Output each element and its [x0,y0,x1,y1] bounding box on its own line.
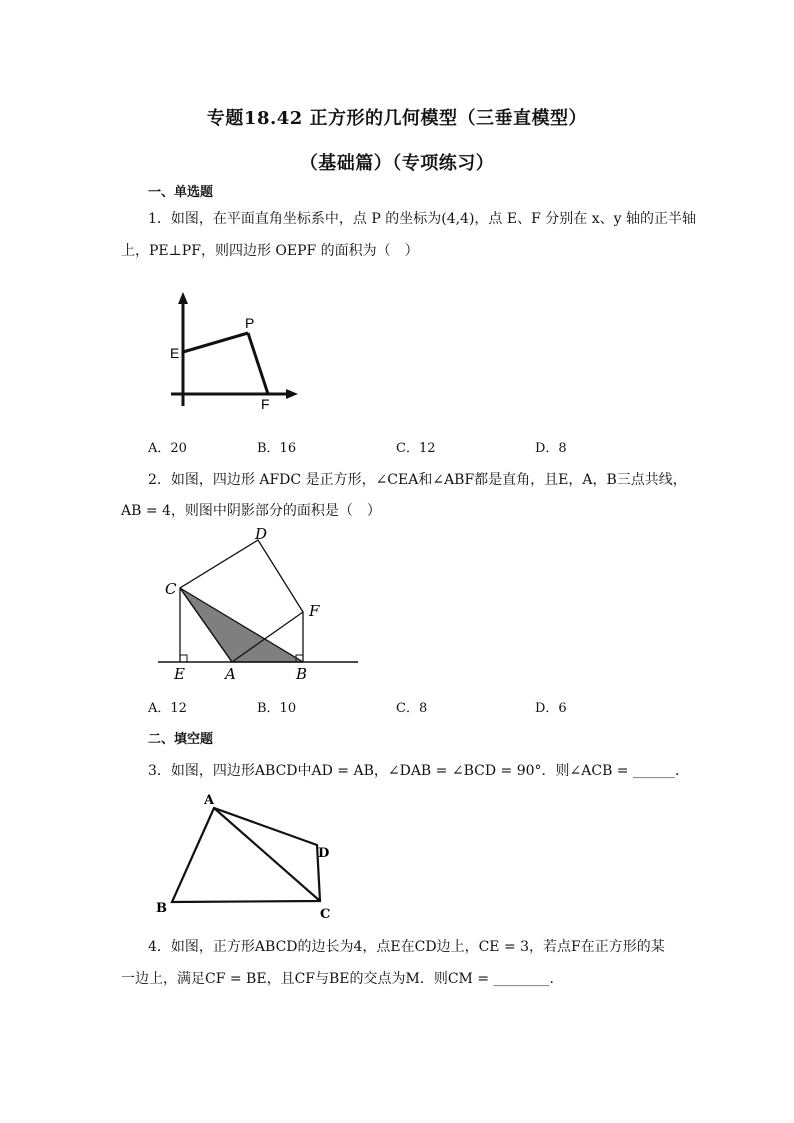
question-1-text-line1: 1．如图，在平面直角坐标系中，点 P 的坐标为(4,4)，点 E、F 分别在 x、y 轴的正半轴 [148,211,696,227]
q3-label-d: D [318,846,330,861]
q1-x-arrow [286,389,298,399]
question-1-option-a[interactable]: A．20 [148,441,187,456]
question-4-text-line2: 一边上，满足CF = BE，且CF与BE的交点为M．则CM = ________． [121,971,564,987]
section-heading-single-choice: 一、单选题 [148,185,214,200]
q2-label-e: E [174,665,185,683]
q3-quadrilateral-abcd [172,808,320,902]
question-2-option-a[interactable]: A．12 [148,701,187,716]
question-3-figure [152,790,342,925]
q3-label-c: C [320,907,331,922]
document-subtitle: （基础篇）（专项练习） [299,153,495,174]
q2-label-c: C [165,580,177,598]
question-4-text-line1: 4．如图，正方形ABCD的边长为4，点E在CD边上，CE = 3，若点F在正方形的某 [148,939,665,955]
q1-segment-ep [183,333,248,352]
q2-label-b: B [296,665,308,683]
question-1-text-line2: 上，PE⊥PF，则四边形 OEPF 的面积为（ ） [121,243,419,259]
question-1-option-b[interactable]: B．16 [257,441,297,456]
q1-y-arrow [178,292,188,304]
q3-label-a: A [204,793,215,808]
document-title: 专题18.42 正方形的几何模型（三垂直模型） [206,108,588,129]
q2-label-a: A [225,665,236,683]
q1-label-f: F [261,396,270,412]
question-1-option-c[interactable]: C．12 [396,441,436,456]
q2-label-d: D [255,525,268,543]
question-2-text-line1: 2．如图，四边形 AFDC 是正方形，∠CEA和∠ABF都是直角，且E，A，B三点共线， [148,472,687,488]
q3-label-b: B [156,901,167,916]
question-1-figure [165,290,305,412]
question-2-text-line2: AB = 4，则图中阴影部分的面积是（ ） [121,503,381,519]
section-heading-fill-blank: 二、填空题 [148,732,214,747]
question-2-option-b[interactable]: B．10 [257,701,297,716]
question-2-option-d[interactable]: D．6 [535,701,567,716]
question-2-option-c[interactable]: C．8 [396,701,428,716]
q1-label-p: P [245,315,255,331]
q3-diagonal-ac [214,808,320,901]
q2-label-f: F [309,602,320,620]
question-3-text: 3．如图，四边形ABCD中AD = AB，∠DAB = ∠BCD = 90°．则∠ACB = ______． [148,763,689,779]
q2-right-angle-e [180,655,187,662]
q1-label-e: E [170,345,180,361]
question-2-figure [155,525,365,685]
q1-segment-pf [248,333,268,394]
question-1-option-d[interactable]: D．8 [535,441,567,456]
